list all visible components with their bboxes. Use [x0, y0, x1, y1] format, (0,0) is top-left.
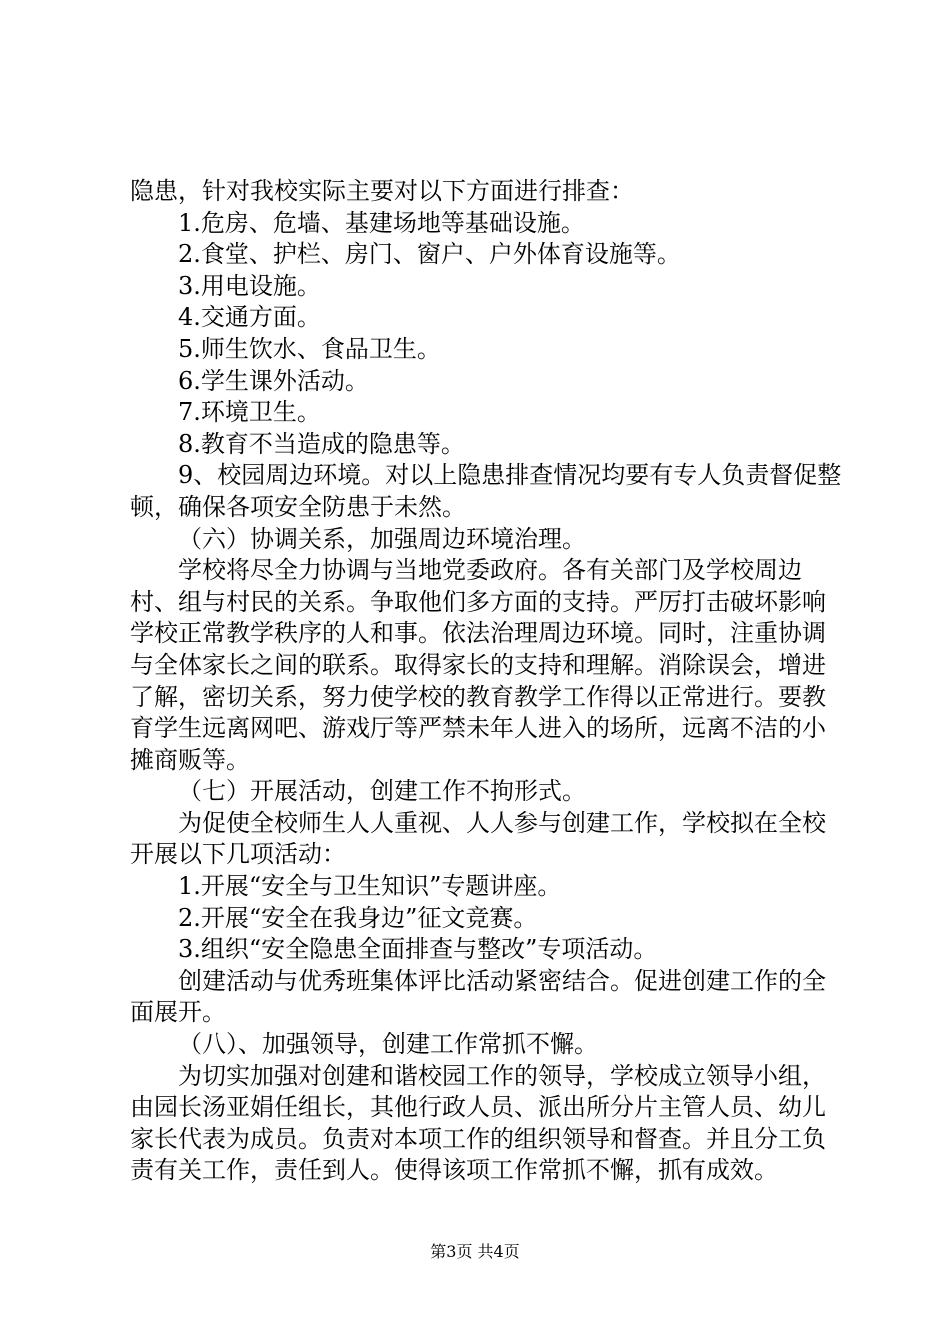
document-body: [130, 176, 842, 1187]
paragraph-relations: 学校将尽全力协调与当地党委政府。各有关部门及学校周边村、组与村民的关系。争取他们多方面的支持。严厉打击破坏影响学校正常教学秩序的人和事。依法治理周边环境。同时，注重协调与全体家长之间的联系。取得家长的支持和理解。消除误会，增进了解，密切关系，努力使学校的教育教学工作得以正常进行。要教育学生远离网吧、游戏厅等严禁未年人进入的场所，远离不洁的小摊商贩等。: [130, 556, 826, 774]
list-item-7: 7.环境卫生。: [178, 398, 321, 427]
activity-item-1: 1.开展“安全与卫生知识”专题讲座。: [178, 872, 562, 901]
list-item-8: 8.教育不当造成的隐患等。: [178, 429, 465, 458]
list-item-4: 4.交通方面。: [178, 303, 321, 332]
page-footer: [0, 1242, 950, 1262]
page-number: 第3页 共4页: [430, 1242, 520, 1261]
list-item-9: 9、校园周边环境。对以上隐患排查情况均要有专人负责督促整顿，确保各项安全防患于未然。: [130, 461, 842, 521]
section-heading-8: （八）、加强领导，创建工作常抓不懈。: [178, 1030, 598, 1059]
paragraph-activities-summary: 创建活动与优秀班集体评比活动紧密结合。促进创建工作的全面展开。: [130, 966, 826, 1027]
list-item-1: 1.危房、危墙、基建场地等基础设施。: [178, 208, 585, 237]
paragraph-1: 隐患，针对我校实际主要对以下方面进行排查：: [130, 177, 634, 205]
activity-item-3: 3.组织“安全隐患全面排查与整改”专项活动。: [178, 935, 658, 964]
section-heading-6: （六）协调关系，加强周边环境治理。: [178, 524, 586, 553]
paragraph-leadership: 为切实加强对创建和谐校园工作的领导，学校成立领导小组，由园长汤亚娟任组长，其他行政人员、派出所分片主管人员、幼儿家长代表为成员。负责对本项工作的组织领导和督查。并且分工负责有关工作，责任到人。使得该项工作常抓不懈，抓有成效。: [130, 1061, 826, 1185]
activity-item-2: 2.开展“安全在我身边”征文竞赛。: [178, 903, 538, 932]
list-item-2: 2.食堂、护栏、房门、窗户、户外体育设施等。: [178, 240, 681, 269]
section-heading-7: （七）开展活动，创建工作不拘形式。: [178, 777, 586, 806]
paragraph-activities-intro: 为促使全校师生人人重视、人人参与创建工作，学校拟在全校开展以下几项活动：: [130, 808, 826, 869]
list-item-3: 3.用电设施。: [178, 271, 321, 300]
list-item-5: 5.师生饮水、食品卫生。: [178, 334, 441, 363]
list-item-6: 6.学生课外活动。: [178, 366, 369, 395]
